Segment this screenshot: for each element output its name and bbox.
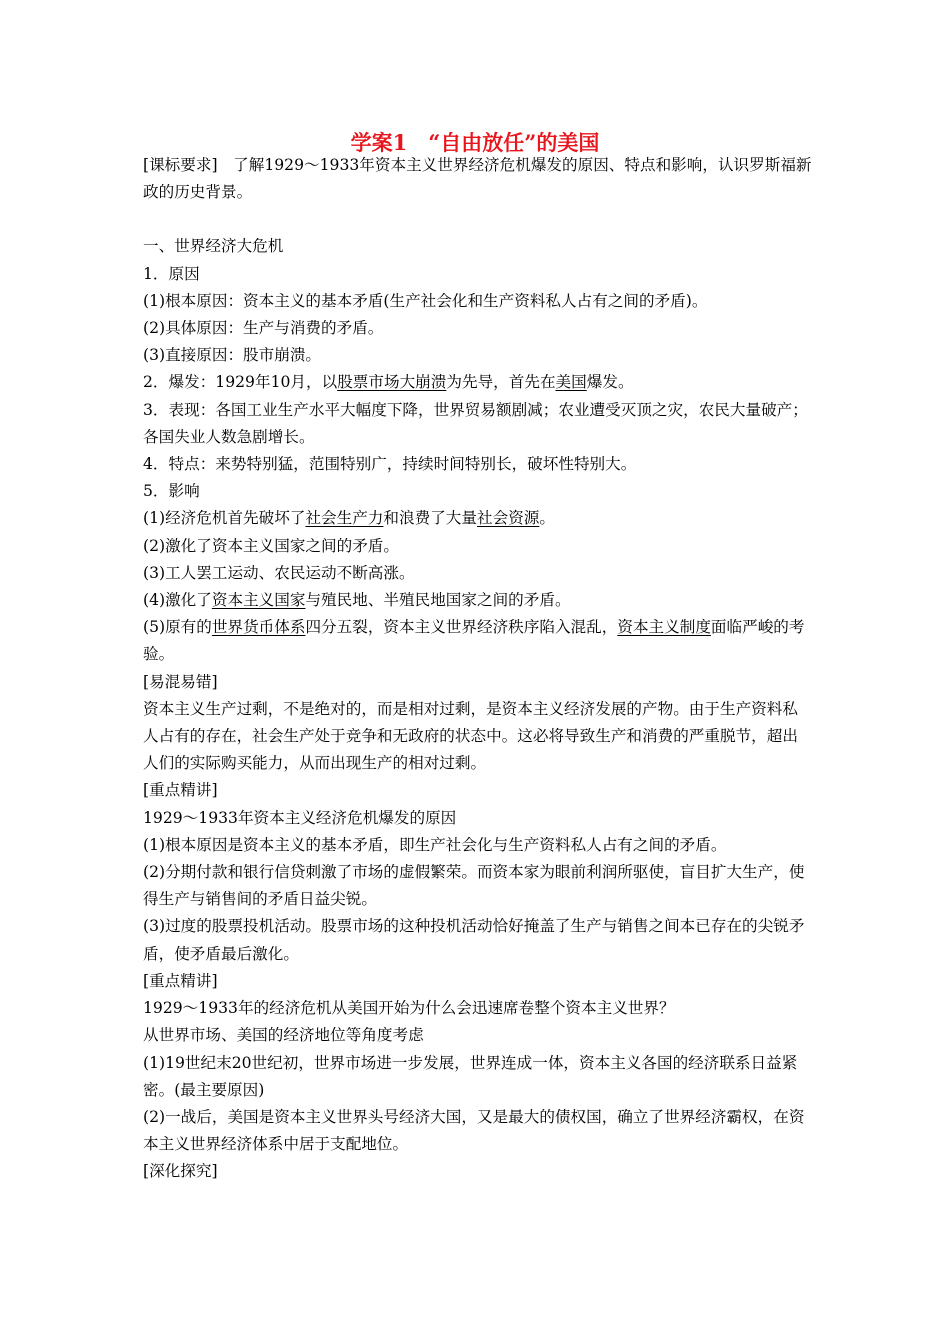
text-run: 面临严峻的考验。 (143, 618, 805, 664)
manifestation-paragraph: 3．表现：各国工业生产水平大幅度下降，世界贸易额剧减；农业遭受灭顶之灾，农民大量破产；各国失业人数急剧增长。 (143, 400, 808, 446)
text-run: 为先导，首先在 (446, 373, 556, 392)
outbreak-paragraph (143, 369, 813, 396)
underlined-term: 美国 (555, 373, 587, 392)
section-heading: 一、世界经济大危机 (143, 237, 284, 256)
text-run: (4)激化了 (143, 591, 212, 610)
cause-item: (3)直接原因：股市崩溃。 (143, 346, 322, 365)
key-point-item: (2)分期付款和银行信贷刺激了市场的虚假繁荣。而资本家为眼前利润所驱使，盲目扩大生产，使得生产与销售间的矛盾日益尖锐。 (143, 863, 805, 909)
key-point-item: (3)过度的股票投机活动。股票市场的这种投机活动恰好掩盖了生产与销售之间本已存在的尖锐矛盾，使矛盾最后激化。 (143, 917, 805, 963)
text-run: (1)经济危机首先破坏了 (143, 509, 306, 528)
document-body (143, 152, 813, 1186)
key-point-item: (2)一战后，美国是资本主义世界头号经济大国，又是最大的债权国，确立了世界经济霸权，在资本主义世界经济体系中居于支配地位。 (143, 1107, 805, 1154)
text-run: 四分五裂，资本主义世界经济秩序陷入混乱， (305, 618, 618, 637)
causes-heading: 1．原因 (143, 264, 200, 283)
underlined-term: 股票市场大崩溃 (337, 373, 447, 392)
impact-item (143, 587, 813, 614)
impact-item: (2)激化了资本主义国家之间的矛盾。 (143, 536, 399, 555)
text-run: 与殖民地、半殖民地国家之间的矛盾。 (305, 591, 571, 610)
impact-item (143, 614, 813, 668)
standard-text: 了解1929～1933年资本主义世界经济危机爆发的原因、特点和影响，认识罗斯福新政的历史背景。 (143, 156, 812, 202)
underlined-term: 资本主义制度 (617, 618, 711, 637)
impact-item (143, 505, 813, 532)
key-points-heading: 1929～1933年资本主义经济危机爆发的原因 (143, 808, 457, 827)
underlined-term: 资本主义国家 (211, 591, 306, 610)
key-points-label: [重点精讲] (143, 781, 218, 800)
underlined-term: 社会生产力 (305, 509, 384, 528)
text-run: 和浪费了大量 (383, 509, 477, 528)
key-question: 1929～1933年的经济危机从美国开始为什么会迅速席卷整个资本主义世界？ (143, 999, 675, 1018)
standard-label: [课标要求] (143, 156, 218, 174)
key-point-item: (1)19世纪末20世纪初，世界市场进一步发展，世界连成一体，资本主义各国的经济联系日益紧密。(最主要原因) (143, 1053, 798, 1099)
text-run: 2．爆发：1929年10月，以 (143, 373, 338, 392)
page-title: 学案1 “自由放任”的美国 (350, 130, 600, 155)
impact-heading: 5．影响 (143, 482, 200, 501)
explore-label: [深化探究] (143, 1162, 218, 1181)
key-point-item: (1)根本原因是资本主义的基本矛盾，即生产社会化与生产资料私人占有之间的矛盾。 (143, 835, 727, 854)
confusion-label: [易混易错] (143, 672, 218, 691)
text-run: 爆发。 (586, 373, 634, 392)
cause-item: (1)根本原因：资本主义的基本矛盾(生产社会化和生产资料私人占有之间的矛盾)。 (143, 291, 708, 310)
underlined-term: 社会资源 (477, 509, 540, 528)
blank-line (143, 206, 813, 233)
underlined-term: 世界货币体系 (211, 618, 306, 637)
standard-paragraph (143, 152, 813, 206)
impact-item: (3)工人罢工运动、农民运动不断高涨。 (143, 563, 415, 582)
confusion-text: 资本主义生产过剩，不是绝对的，而是相对过剩，是资本主义经济发展的产物。由于生产资料私人占有的存在，社会生产处于竞争和无政府的状态中。这必将导致生产和消费的严重脱节，超出人们的实际购买能力，从而出现生产的相对过剩。 (143, 699, 798, 773)
text-run: 。 (539, 509, 555, 528)
cause-item: (2)具体原因：生产与消费的矛盾。 (143, 319, 384, 338)
key-hint: 从世界市场、美国的经济地位等角度考虑 (143, 1026, 424, 1045)
features-paragraph: 4．特点：来势特别猛，范围特别广，持续时间特别长，破坏性特别大。 (143, 455, 637, 474)
key-points-label: [重点精讲] (143, 971, 218, 990)
text-run: (5)原有的 (143, 618, 212, 637)
